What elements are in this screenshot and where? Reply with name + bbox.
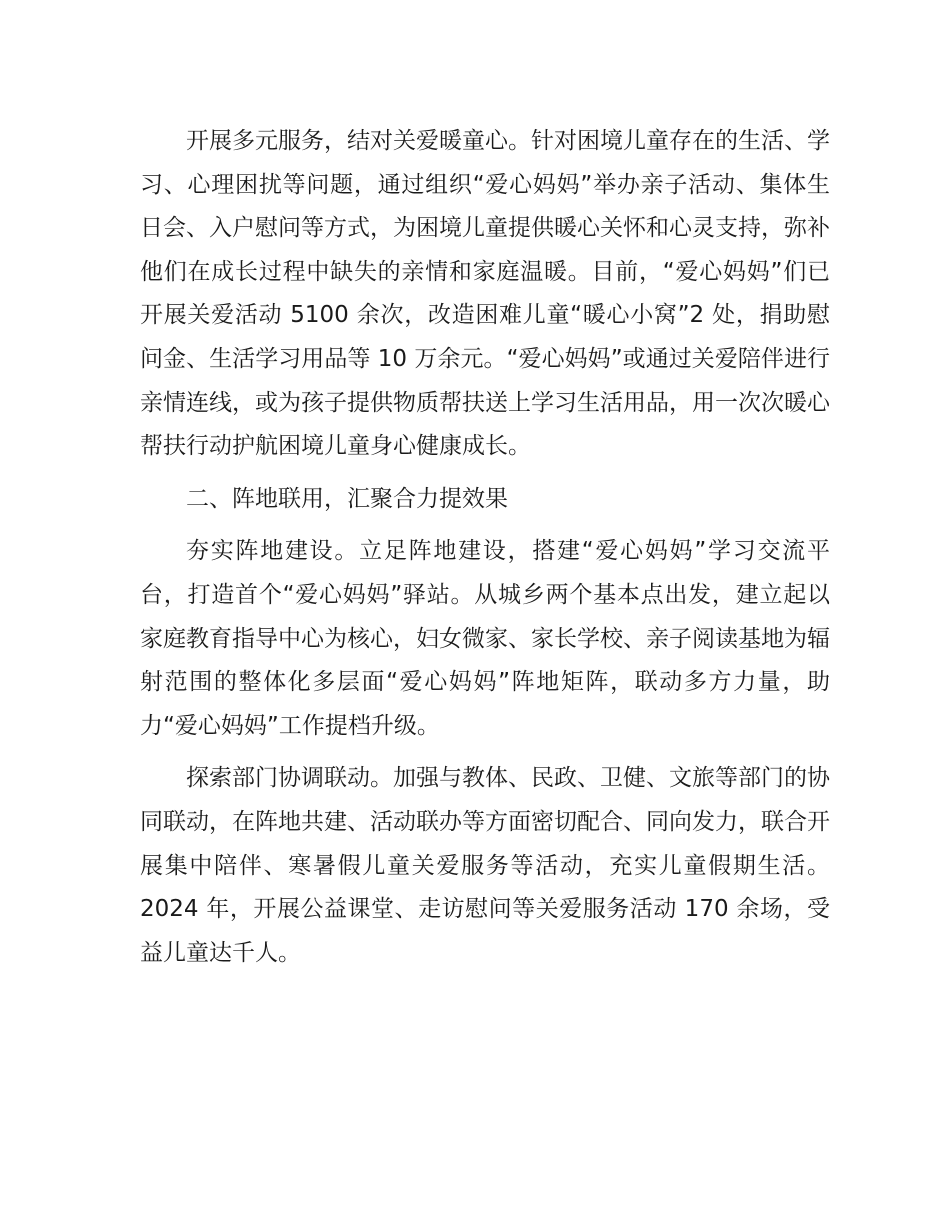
document-body	[140, 120, 830, 975]
paragraph-base-construction: 夯实阵地建设。立足阵地建设，搭建“爱心妈妈”学习交流平台，打造首个“爱心妈妈”驿站。从城乡两个基本点出发，建立起以家庭教育指导中心为核心，妇女微家、家长学校、亲子阅读基地为辐射范围的整体化多层面“爱心妈妈”阵地矩阵，联动多方力量，助力“爱心妈妈”工作提档升级。	[140, 538, 830, 739]
paragraph-department-coordination: 探索部门协调联动。加强与教体、民政、卫健、文旅等部门的协同联动，在阵地共建、活动联办等方面密切配合、同向发力，联合开展集中陪伴、寒暑假儿童关爱服务等活动，充实儿童假期生活。2024 年，开展公益课堂、走访慰问等关爱服务活动 170 余场，受益儿童达千人。	[140, 765, 830, 966]
paragraph-diverse-services: 开展多元服务，结对关爱暖童心。针对困境儿童存在的生活、学习、心理困扰等问题，通过组织“爱心妈妈”举办亲子活动、集体生日会、入户慰问等方式，为困境儿童提供暖心关怀和心灵支持，弥补他们在成长过程中缺失的亲情和家庭温暖。目前，“爱心妈妈”们已开展关爱活动 5100 余次，改造困难儿童“暖心小窝”2 处，捐助慰问金、生活学习用品等 10 万余元。“爱心妈妈”或通过关爱陪伴进行亲情连线，或为孩子提供物质帮扶送上学习生活用品，用一次次暖心帮扶行动护航困境儿童身心健康成长。	[140, 128, 830, 460]
section-heading-two: 二、阵地联用，汇聚合力提效果	[186, 485, 508, 512]
